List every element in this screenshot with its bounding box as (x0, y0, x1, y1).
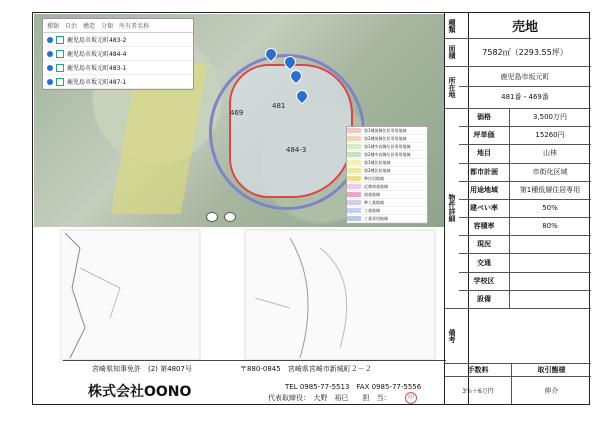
row-divider (459, 235, 591, 236)
zone-color-swatch (347, 136, 361, 141)
column-divider (509, 126, 510, 144)
checkbox-icon[interactable] (56, 78, 64, 86)
zone-legend-label: 第2種低層住居専用地域 (364, 135, 407, 141)
zone-legend-row (347, 167, 427, 175)
zone-color-swatch (347, 152, 361, 157)
map-view[interactable] (34, 14, 444, 227)
spec-row-label: 学校区 (473, 276, 495, 285)
checkbox-icon[interactable] (56, 64, 64, 72)
row-divider (459, 290, 591, 291)
zone-legend-label: 第2種中高層住居専用地域 (364, 151, 411, 157)
spec-row-value: 80% (542, 222, 558, 231)
row-divider (445, 66, 591, 67)
legend-row[interactable] (43, 61, 193, 75)
zone-legend-row (347, 151, 427, 159)
pin-icon (47, 37, 53, 43)
checkbox-icon[interactable] (56, 50, 64, 58)
spec-row-label: 現況 (477, 240, 491, 249)
column-divider (509, 199, 510, 217)
zone-legend-label: 第2種住居地域 (364, 167, 391, 173)
row-divider (459, 144, 591, 145)
zone-legend-row (347, 175, 427, 183)
spec-row-label: 用途地域 (470, 185, 498, 194)
zone-legend-row (347, 199, 427, 207)
zone-color-swatch (347, 176, 361, 181)
row-divider (459, 253, 591, 254)
area-value: 7582㎡（2293.55坪） (482, 47, 568, 57)
spec-row-label: 交通 (477, 258, 491, 267)
zoning-legend (346, 126, 428, 224)
address-text: 〒880-0845 宮崎県宮崎市新城町２－２ (240, 365, 372, 373)
spec-row-value: 50% (542, 203, 558, 212)
property-boundary (229, 64, 353, 198)
row-divider (445, 308, 591, 309)
notes-label: 備考 (448, 328, 456, 343)
pin-icon (47, 65, 53, 71)
legend-row-label: 鹿児島市坂元町484-4 (67, 51, 127, 58)
legend-row-label: 鹿児島市坂元町483-2 (67, 37, 127, 44)
lot-label: 484-3 (286, 146, 307, 154)
zone-color-swatch (347, 216, 361, 221)
column-divider (509, 290, 510, 308)
spec-row-value: 市街化区域 (532, 167, 568, 176)
survey-sheet-left (60, 230, 200, 360)
zone-legend-label: 工業地域 (364, 207, 380, 213)
spec-row-value: 第1種低層住居専用 (519, 185, 581, 194)
spec-row-value (511, 253, 589, 271)
spec-row-label: 地目 (477, 149, 491, 158)
zone-color-swatch (347, 144, 361, 149)
row-divider (459, 217, 591, 218)
kind-label: 種類 (448, 18, 456, 33)
column-divider (509, 217, 510, 235)
area-label: 面積 (448, 45, 456, 59)
location-lot: 481番・469番 (501, 93, 549, 101)
legend-header: 分類 (101, 23, 114, 30)
spec-row-label: 設備 (477, 294, 491, 303)
column-divider (509, 181, 510, 199)
transaction-value: 仲介 (511, 377, 591, 404)
contact-text: TEL 0985-77-5513 FAX 0985-77-5556 (285, 383, 422, 391)
zone-legend-row (347, 191, 427, 199)
lot-label: 481 (272, 102, 286, 110)
checkbox-icon[interactable] (56, 36, 64, 44)
row-divider (459, 163, 591, 164)
spec-row-value (511, 290, 589, 308)
column-divider (509, 108, 510, 126)
fee-label: 手数料 (467, 366, 489, 374)
zone-color-swatch (347, 200, 361, 205)
zone-legend-label: 準住居地域 (364, 175, 384, 181)
zone-legend-row (347, 215, 427, 223)
stamp-icon: 印 (405, 392, 417, 404)
zone-color-swatch (347, 168, 361, 173)
eye-icon[interactable] (224, 212, 236, 222)
legend-header: 所有者名称 (119, 23, 150, 30)
zone-legend-label: 第1種低層住居専用地域 (364, 127, 407, 133)
fee-value: 3％＋6万円 (462, 388, 494, 395)
zone-color-swatch (347, 192, 361, 197)
representative-text: 代表取締役： 大野 裕巳 担 当： (268, 394, 391, 402)
spec-row-label: 坪単価 (473, 131, 495, 140)
footer-divider (63, 360, 446, 361)
column-divider (509, 272, 510, 290)
eye-icon[interactable] (206, 212, 218, 222)
legend-header: 構造 (83, 23, 96, 30)
spec-row-label: 容積率 (473, 222, 495, 231)
legend-row[interactable] (43, 75, 193, 89)
zone-color-swatch (347, 184, 361, 189)
spec-row-label: 建ぺい率 (470, 203, 498, 212)
spec-row-value: 3,500万円 (532, 113, 568, 122)
survey-sheet-right (245, 230, 435, 360)
company-name: 株式会社OONO (88, 384, 192, 400)
pin-icon (47, 51, 53, 57)
spec-panel (444, 12, 590, 405)
zone-legend-row (347, 183, 427, 191)
license-text: 宮崎県知事免許 (2) 第4807号 (92, 365, 192, 373)
survey-sheets (60, 228, 440, 363)
zone-color-swatch (347, 160, 361, 165)
zone-legend-label: 商業地域 (364, 191, 380, 197)
zone-legend-row (347, 135, 427, 143)
legend-header: 種類 (47, 23, 60, 30)
kind-value: 売地 (511, 20, 538, 35)
zone-color-swatch (347, 208, 361, 213)
zone-legend-label: 工業専用地域 (364, 215, 388, 221)
legend-row-label: 鹿児島市坂元町483-1 (67, 65, 127, 72)
spec-row-label: 都市計画 (470, 167, 498, 176)
pin-icon (47, 79, 53, 85)
zone-legend-label: 準工業地域 (364, 199, 384, 205)
column-divider (509, 163, 510, 181)
column-divider (509, 144, 510, 162)
zone-legend-label: 第1種中高層住居専用地域 (364, 143, 411, 149)
spec-row-value: 山林 (543, 149, 557, 158)
legend-row-label: 鹿児島市坂元町487-1 (67, 79, 127, 86)
column-divider (509, 253, 510, 271)
location-label: 所在地 (448, 76, 456, 98)
lot-label: 469 (230, 109, 244, 117)
zone-color-swatch (347, 128, 361, 133)
zone-legend-row (347, 127, 427, 135)
row-divider (459, 181, 591, 182)
zone-legend-label: 近隣商業地域 (364, 183, 388, 189)
zone-legend-label: 第1種住居地域 (364, 159, 391, 165)
legend-row[interactable] (43, 47, 193, 61)
row-divider (459, 272, 591, 273)
spec-row-value (511, 272, 589, 290)
row-divider (459, 126, 591, 127)
row-divider (459, 199, 591, 200)
spec-row-value (511, 235, 589, 253)
zone-legend-row (347, 207, 427, 215)
transaction-label: 取引態様 (511, 364, 591, 376)
zone-legend-row (347, 159, 427, 167)
spec-row-label: 価格 (477, 113, 491, 122)
column-divider (509, 235, 510, 253)
location-value: 鹿児島市坂元町 (500, 73, 550, 81)
legend-header: 自治 (65, 23, 78, 30)
property-label: 物件詳細 (448, 194, 456, 222)
legend-row[interactable] (43, 33, 193, 47)
parcel-legend (42, 18, 194, 90)
spec-row-value: 15260円 (535, 131, 565, 140)
zone-legend-row (347, 143, 427, 151)
